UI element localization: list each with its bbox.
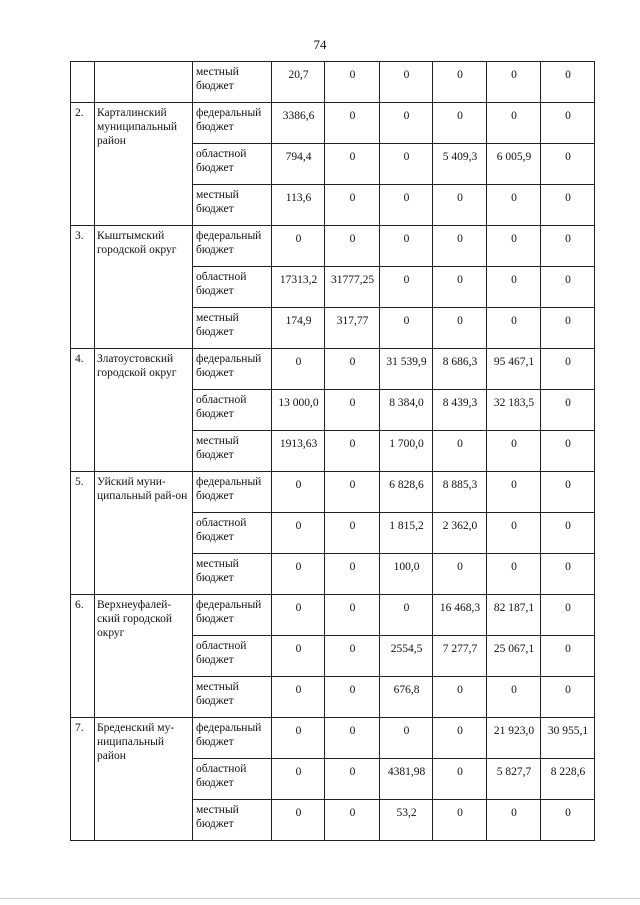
budget-type-cell: областной бюджет xyxy=(193,390,272,431)
value-cell: 1913,63 xyxy=(272,431,325,472)
budget-type-cell: федеральный бюджет xyxy=(193,472,272,513)
value-cell: 0 xyxy=(325,390,380,431)
municipality-cell: Уйский муни-ципальный рай-он xyxy=(95,472,193,595)
value-cell: 0 xyxy=(487,103,541,144)
value-cell: 0 xyxy=(272,595,325,636)
table-row xyxy=(71,226,595,267)
value-cell: 0 xyxy=(272,636,325,677)
value-cell: 0 xyxy=(541,431,595,472)
value-cell: 0 xyxy=(487,308,541,349)
table-row xyxy=(71,595,595,636)
value-cell: 0 xyxy=(380,144,433,185)
index-cell: 4. xyxy=(71,349,95,472)
value-cell: 0 xyxy=(325,144,380,185)
value-cell: 0 xyxy=(487,431,541,472)
value-cell: 30 955,1 xyxy=(541,718,595,759)
value-cell: 0 xyxy=(325,431,380,472)
value-cell: 8 228,6 xyxy=(541,759,595,800)
value-cell: 0 xyxy=(541,103,595,144)
value-cell: 2554,5 xyxy=(380,636,433,677)
value-cell: 5 827,7 xyxy=(487,759,541,800)
value-cell: 0 xyxy=(487,513,541,554)
table-body xyxy=(71,62,595,841)
value-cell: 0 xyxy=(380,718,433,759)
value-cell: 0 xyxy=(541,144,595,185)
value-cell: 0 xyxy=(433,267,487,308)
municipality-cell: Златоустовский городской округ xyxy=(95,349,193,472)
value-cell: 0 xyxy=(433,62,487,103)
value-cell: 0 xyxy=(541,349,595,390)
value-cell: 0 xyxy=(433,103,487,144)
value-cell: 0 xyxy=(433,759,487,800)
budget-type-cell: областной бюджет xyxy=(193,759,272,800)
value-cell: 0 xyxy=(325,226,380,267)
value-cell: 0 xyxy=(541,185,595,226)
value-cell: 0 xyxy=(541,472,595,513)
value-cell: 0 xyxy=(272,759,325,800)
value-cell: 0 xyxy=(433,554,487,595)
page-number: 74 xyxy=(313,37,327,52)
value-cell: 0 xyxy=(325,554,380,595)
index-cell: 6. xyxy=(71,595,95,718)
value-cell: 0 xyxy=(487,226,541,267)
index-cell: 7. xyxy=(71,718,95,841)
value-cell: 0 xyxy=(272,349,325,390)
value-cell: 0 xyxy=(487,62,541,103)
value-cell: 0 xyxy=(325,472,380,513)
value-cell: 100,0 xyxy=(380,554,433,595)
value-cell: 0 xyxy=(325,62,380,103)
value-cell: 53,2 xyxy=(380,800,433,841)
value-cell: 6 005,9 xyxy=(487,144,541,185)
value-cell: 5 409,3 xyxy=(433,144,487,185)
value-cell: 0 xyxy=(380,267,433,308)
budget-type-cell: местный бюджет xyxy=(193,800,272,841)
table-row xyxy=(71,349,595,390)
budget-type-cell: федеральный бюджет xyxy=(193,103,272,144)
value-cell: 676,8 xyxy=(380,677,433,718)
value-cell: 0 xyxy=(380,308,433,349)
municipality-cell xyxy=(95,62,193,103)
budget-type-cell: федеральный бюджет xyxy=(193,226,272,267)
value-cell: 16 468,3 xyxy=(433,595,487,636)
value-cell: 0 xyxy=(380,185,433,226)
value-cell: 0 xyxy=(380,226,433,267)
value-cell: 4381,98 xyxy=(380,759,433,800)
index-cell: 3. xyxy=(71,226,95,349)
value-cell: 0 xyxy=(541,595,595,636)
value-cell: 0 xyxy=(325,513,380,554)
table-row xyxy=(71,718,595,759)
value-cell: 0 xyxy=(272,800,325,841)
value-cell: 0 xyxy=(325,636,380,677)
budget-type-cell: федеральный бюджет xyxy=(193,349,272,390)
value-cell: 0 xyxy=(487,800,541,841)
budget-type-cell: местный бюджет xyxy=(193,62,272,103)
value-cell: 0 xyxy=(541,308,595,349)
value-cell: 0 xyxy=(487,554,541,595)
value-cell: 0 xyxy=(272,718,325,759)
value-cell: 794,4 xyxy=(272,144,325,185)
value-cell: 8 384,0 xyxy=(380,390,433,431)
value-cell: 0 xyxy=(272,226,325,267)
budget-type-cell: областной бюджет xyxy=(193,144,272,185)
value-cell: 0 xyxy=(325,185,380,226)
value-cell: 0 xyxy=(541,390,595,431)
municipality-cell: Карталинский муниципальный район xyxy=(95,103,193,226)
value-cell: 21 923,0 xyxy=(487,718,541,759)
value-cell: 0 xyxy=(433,185,487,226)
value-cell: 82 187,1 xyxy=(487,595,541,636)
value-cell: 0 xyxy=(272,554,325,595)
budget-type-cell: местный бюджет xyxy=(193,185,272,226)
value-cell: 31777,25 xyxy=(325,267,380,308)
value-cell: 20,7 xyxy=(272,62,325,103)
budget-type-cell: федеральный бюджет xyxy=(193,595,272,636)
value-cell: 0 xyxy=(541,226,595,267)
budget-type-cell: местный бюджет xyxy=(193,554,272,595)
value-cell: 3386,6 xyxy=(272,103,325,144)
page-edge-line xyxy=(0,898,640,899)
value-cell: 0 xyxy=(541,267,595,308)
value-cell: 0 xyxy=(325,595,380,636)
budget-type-cell: местный бюджет xyxy=(193,677,272,718)
value-cell: 113,6 xyxy=(272,185,325,226)
value-cell: 0 xyxy=(433,431,487,472)
budget-type-cell: областной бюджет xyxy=(193,267,272,308)
value-cell: 8 885,3 xyxy=(433,472,487,513)
value-cell: 0 xyxy=(433,800,487,841)
value-cell: 8 686,3 xyxy=(433,349,487,390)
value-cell: 6 828,6 xyxy=(380,472,433,513)
budget-table xyxy=(70,61,595,841)
value-cell: 0 xyxy=(541,636,595,677)
value-cell: 1 815,2 xyxy=(380,513,433,554)
value-cell: 0 xyxy=(272,677,325,718)
index-cell xyxy=(71,62,95,103)
value-cell: 0 xyxy=(325,718,380,759)
table-row xyxy=(71,103,595,144)
value-cell: 0 xyxy=(487,472,541,513)
value-cell: 0 xyxy=(272,472,325,513)
value-cell: 0 xyxy=(380,62,433,103)
value-cell: 0 xyxy=(325,800,380,841)
value-cell: 13 000,0 xyxy=(272,390,325,431)
value-cell: 31 539,9 xyxy=(380,349,433,390)
value-cell: 32 183,5 xyxy=(487,390,541,431)
value-cell: 0 xyxy=(433,677,487,718)
budget-type-cell: федеральный бюджет xyxy=(193,718,272,759)
value-cell: 0 xyxy=(541,800,595,841)
table-row xyxy=(71,472,595,513)
municipality-cell: Бреденский му-ниципальный район xyxy=(95,718,193,841)
value-cell: 0 xyxy=(541,513,595,554)
budget-type-cell: областной бюджет xyxy=(193,636,272,677)
value-cell: 0 xyxy=(272,513,325,554)
value-cell: 25 067,1 xyxy=(487,636,541,677)
value-cell: 0 xyxy=(433,226,487,267)
value-cell: 0 xyxy=(325,349,380,390)
value-cell: 0 xyxy=(325,677,380,718)
index-cell: 5. xyxy=(71,472,95,595)
budget-type-cell: местный бюджет xyxy=(193,308,272,349)
value-cell: 17313,2 xyxy=(272,267,325,308)
value-cell: 0 xyxy=(487,185,541,226)
index-cell: 2. xyxy=(71,103,95,226)
value-cell: 0 xyxy=(380,595,433,636)
value-cell: 0 xyxy=(487,677,541,718)
value-cell: 8 439,3 xyxy=(433,390,487,431)
table-row xyxy=(71,62,595,103)
value-cell: 0 xyxy=(433,308,487,349)
value-cell: 0 xyxy=(325,103,380,144)
budget-type-cell: местный бюджет xyxy=(193,431,272,472)
value-cell: 0 xyxy=(433,718,487,759)
value-cell: 0 xyxy=(541,62,595,103)
budget-type-cell: областной бюджет xyxy=(193,513,272,554)
value-cell: 0 xyxy=(487,267,541,308)
value-cell: 0 xyxy=(541,554,595,595)
municipality-cell: Кыштымский городской округ xyxy=(95,226,193,349)
value-cell: 0 xyxy=(541,677,595,718)
value-cell: 174,9 xyxy=(272,308,325,349)
value-cell: 317,77 xyxy=(325,308,380,349)
value-cell: 0 xyxy=(380,103,433,144)
municipality-cell: Верхнеуфалей-ский городской округ xyxy=(95,595,193,718)
value-cell: 0 xyxy=(325,759,380,800)
value-cell: 95 467,1 xyxy=(487,349,541,390)
value-cell: 2 362,0 xyxy=(433,513,487,554)
value-cell: 1 700,0 xyxy=(380,431,433,472)
value-cell: 7 277,7 xyxy=(433,636,487,677)
